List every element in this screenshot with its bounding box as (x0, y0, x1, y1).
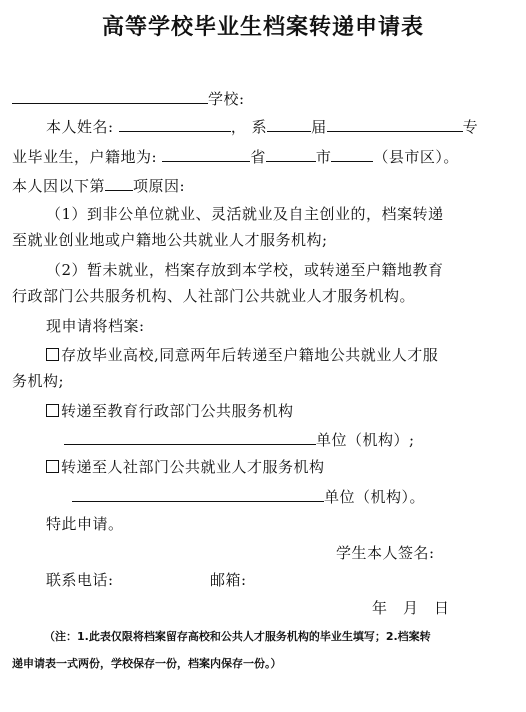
option2-checkbox[interactable] (46, 404, 59, 417)
option2-unit-blank[interactable] (64, 429, 316, 445)
option1-text: 存放毕业高校,同意两年后转递至户籍地公共就业人才服 (61, 346, 439, 364)
request-line: 现申请将档案: (46, 317, 145, 335)
name-blank[interactable] (119, 116, 231, 132)
option1-checkbox[interactable] (46, 348, 59, 361)
option3-unit-blank[interactable] (72, 486, 324, 502)
province-blank[interactable] (162, 146, 250, 162)
dept-blank[interactable] (267, 116, 311, 132)
option2-unit-line (64, 429, 415, 450)
city-label: 市 (315, 148, 332, 166)
note-line1: （注：1.此表仅限将档案留存高校和公共人才服务机构的毕业生填写；2.档案转 (44, 630, 431, 643)
reason-line (12, 175, 185, 196)
reason2-line1: （2）暂未就业，档案存放到本学校，或转递至户籍地教育 (46, 261, 444, 279)
phone-label: 联系电话: (46, 571, 114, 589)
signature-label: 学生本人签名: (336, 544, 435, 562)
residence-label: 业毕业生，户籍地为: (12, 148, 158, 166)
county-label: （县市区）。 (373, 148, 459, 166)
major-suffix: 专 (462, 118, 479, 136)
closing-text: 特此申请。 (46, 515, 124, 533)
option3-unit-label: 单位（机构）。 (324, 488, 426, 506)
option3-text: 转递至人社部门公共就业人才服务机构 (61, 458, 325, 476)
session-label: 届 (311, 118, 327, 136)
name-label: 本人姓名: (46, 118, 114, 136)
reason2-line2: 行政部门公共服务机构、人社部门公共就业人才服务机构。 (12, 287, 416, 305)
note-line2: 递申请表一式两份，学校保存一份，档案内保存一份。） (12, 657, 282, 670)
school-blank[interactable] (12, 88, 208, 104)
email-label: 邮箱: (210, 571, 247, 589)
province-label: 省 (250, 148, 266, 166)
option2-text: 转递至教育行政部门公共服务机构 (61, 402, 294, 420)
name-line (46, 116, 478, 137)
county-blank[interactable] (331, 146, 373, 162)
residence-line (12, 146, 459, 167)
option3-checkbox[interactable] (46, 460, 59, 473)
school-label: 学校: (208, 90, 245, 108)
option2-line (46, 401, 294, 421)
comma: ， (230, 118, 247, 136)
reason-suffix: 项原因: (133, 177, 186, 195)
school-line (12, 88, 245, 109)
option1-line2: 务机构; (12, 372, 65, 390)
reason-prefix: 本人因以下第 (12, 177, 106, 195)
reason1-line1: （1）到非公单位就业、灵活就业及自主创业的，档案转递 (46, 205, 444, 223)
major-blank[interactable] (327, 116, 463, 132)
form-title: 高等学校毕业生档案转递申请表 (101, 14, 424, 40)
option1-line1 (46, 345, 438, 365)
date-label: 年 月 日 (372, 599, 450, 617)
dept-label: 系 (251, 118, 268, 136)
reason1-line2: 至就业创业地或户籍地公共就业人才服务机构; (12, 231, 328, 249)
option3-unit-line (72, 486, 425, 507)
city-blank[interactable] (266, 146, 316, 162)
option2-unit-label: 单位（机构）; (316, 431, 415, 449)
reason-number-blank[interactable] (105, 175, 133, 191)
option3-line (46, 457, 325, 477)
